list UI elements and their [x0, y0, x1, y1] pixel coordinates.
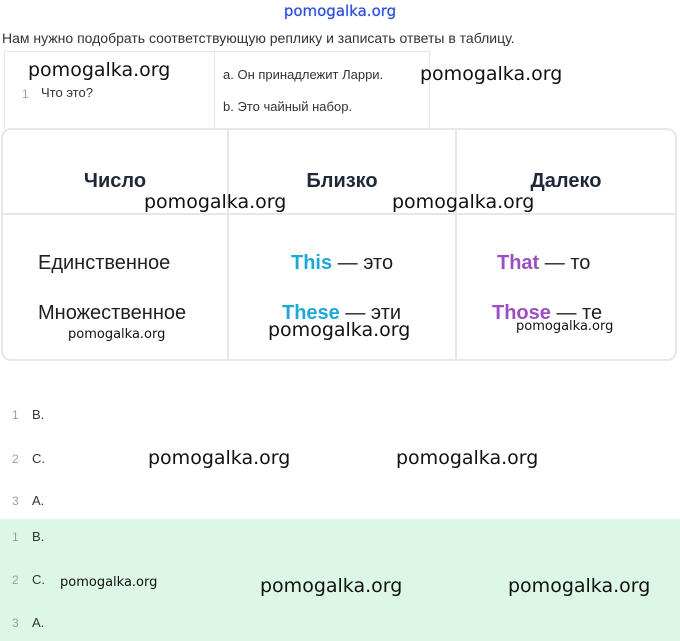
row-singular-near [291, 252, 393, 275]
near-singular-translation: — это [332, 252, 394, 274]
answer-value: A. [32, 615, 45, 630]
watermark: pomogalka.org [148, 447, 291, 469]
column-divider-1 [227, 130, 229, 359]
option-b: b. Это чайный набор. [223, 99, 353, 114]
near-singular-word: This [291, 252, 333, 274]
answer-value: B. [32, 529, 45, 544]
header-divider [3, 213, 675, 215]
header-watermark: pomogalka.org [283, 2, 397, 20]
answer-value: C. [32, 572, 45, 587]
option-a: a. Он принадлежит Ларри. [223, 67, 384, 82]
watermark: pomogalka.org [396, 447, 539, 469]
far-plural-translation: — те [550, 302, 603, 324]
near-plural-translation: — эти [339, 302, 402, 324]
far-plural-word: Those [492, 302, 551, 324]
instruction-text: Нам нужно подобрать соответствующую реплику и записать ответы в таблицу. [2, 30, 515, 46]
header-near: Близко [306, 170, 378, 192]
answer-value: B. [32, 407, 45, 422]
watermark: pomogalka.org [268, 319, 411, 341]
watermark: pomogalka.org [68, 327, 166, 342]
watermark: pomogalka.org [508, 575, 651, 597]
watermark: pomogalka.org [144, 191, 287, 213]
watermark: pomogalka.org [60, 575, 158, 590]
watermark: pomogalka.org [392, 191, 535, 213]
question-table-divider [214, 52, 215, 130]
answer-value: A. [32, 493, 45, 508]
header-number: Число [83, 170, 147, 192]
answer-number: 1 [12, 408, 19, 422]
answer-number: 2 [12, 452, 19, 466]
row-singular-far [497, 252, 590, 275]
answer-value: C. [32, 451, 45, 466]
answer-number: 2 [12, 573, 19, 587]
header-far: Далеко [530, 170, 602, 192]
far-singular-word: That [497, 252, 540, 274]
row-plural-label: Множественное [38, 302, 187, 324]
row-singular-label: Единственное [38, 252, 171, 274]
answer-number: 1 [12, 530, 19, 544]
question-text: Что это? [41, 85, 93, 100]
far-singular-translation: — то [539, 252, 591, 274]
column-divider-2 [455, 130, 457, 359]
watermark: pomogalka.org [28, 59, 171, 81]
watermark: pomogalka.org [260, 575, 403, 597]
watermark: pomogalka.org [516, 319, 614, 334]
question-number: 1 [22, 87, 29, 101]
watermark: pomogalka.org [420, 63, 563, 85]
near-plural-word: These [282, 302, 340, 324]
answer-number: 3 [12, 494, 19, 508]
answer-number: 3 [12, 616, 19, 630]
